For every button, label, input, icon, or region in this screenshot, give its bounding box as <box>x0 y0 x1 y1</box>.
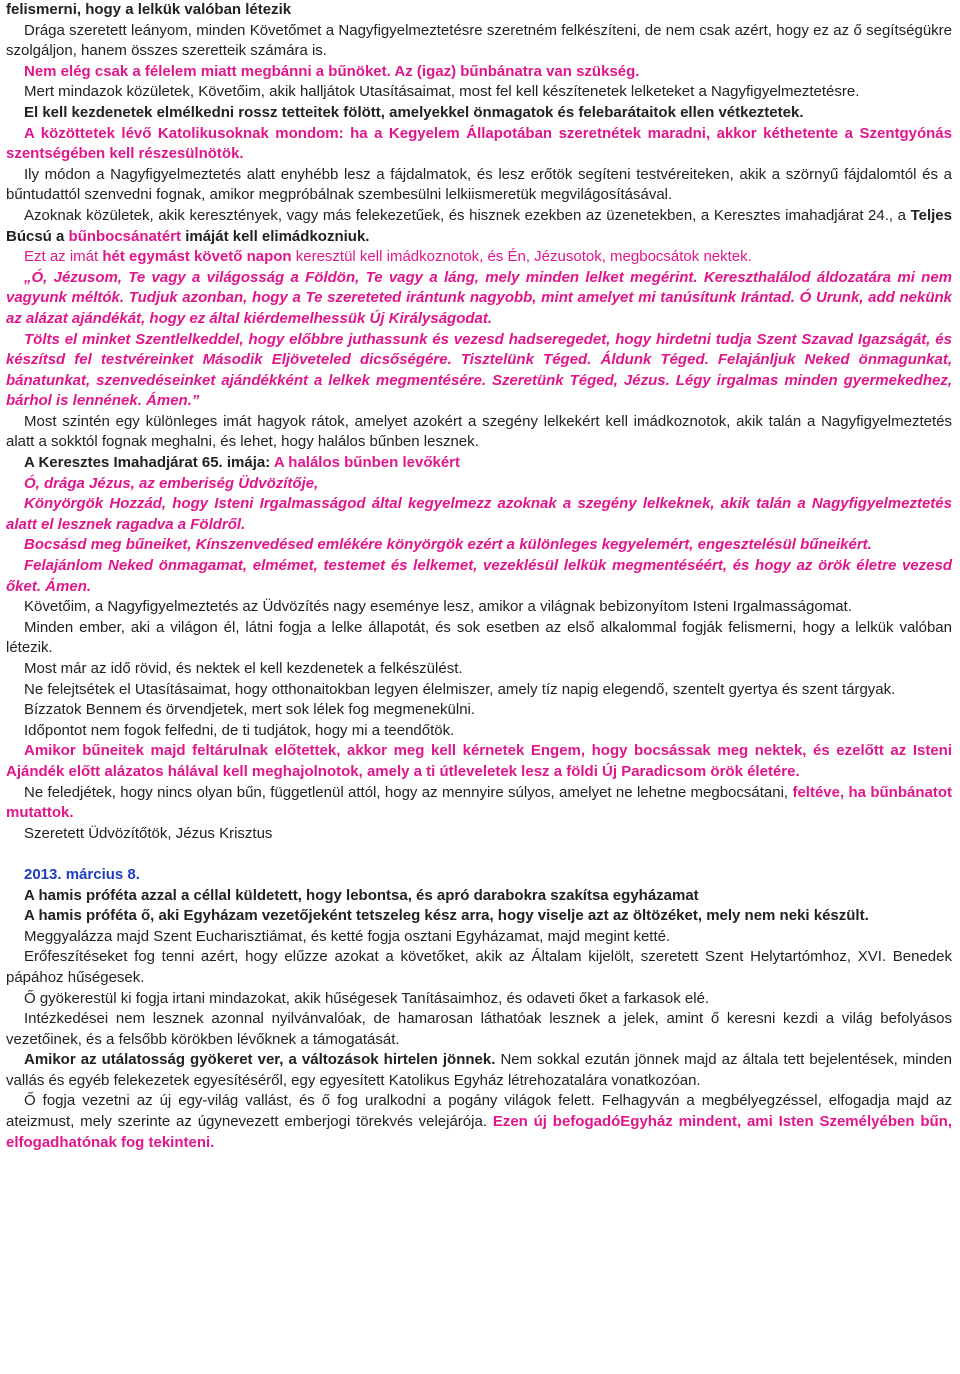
repentance-true: Az (igaz) bűnbánatra van szükség. <box>390 62 640 80</box>
paragraph-repentance <box>6 62 952 83</box>
paragraph-abomination: Amikor az utálatosság gyökeret ver, a változások hirtelen jönnek. Nem sokkal ezután jönnek majd az általa tett bejelentések, minden vallás és egyéb felekezetek egyesítéséről, egy egyesített Katolikus Egyház létrehozatalára vonatkozóan. <box>6 1051 952 1089</box>
paragraph-no-sin: Ne feledjétek, hogy nincs olyan bűn, függetlenül attól, hogy az mennyire súlyos, amelyet ne lehetne megbocsátani, feltéve, ha bűnbánatot mutattok. <box>6 783 953 822</box>
paragraph-sins-revealed: Amikor bűneitek majd feltárulnak előtettek, akkor meg kell kérnetek Engem, hogy bocsássak meg nektek, és ezelőtt az Isteni Ajándék előtt alázatos hálával kell meghajolnotok, amely a ti útleveletek lesz a földi Új Paradicsom örök életére. <box>6 742 952 780</box>
message-date: 2013. március 8. <box>24 865 140 883</box>
message-subtitle: A hamis próféta ő, aki Egyházam vezetőjeként tetszeleg kész arra, hogy viselje azt az öltözéket, mely nem neki készült. <box>24 907 869 925</box>
paragraph-special-prayer: Most szintén egy különleges imát hagyok rátok, amelyet azokért a szegény lelkekért kell imádkoznotok, akik talán a Nagyfigyelmeztetés alatt a sokktól fognak meghalni, és lehet, hogy halálos bűnben lesznek. <box>6 412 952 451</box>
paragraph-intro: Drága szeretett leányom, minden Követőmet a Nagyfigyelmeztetésre szeretném felkészíteni, de nem csak azért, hogy ez az ő segítségükre szolgáljon, hanem összes szeretteik számára is. <box>6 21 952 60</box>
paragraph-eucharist: Meggyalázza majd Szent Eucharisztiámat, és ketté fogja osztani Egyházamat, majd megint ketté. <box>24 927 671 945</box>
prayer-65-line3: Bocsásd meg bűneiket, Kínszenvedésed emlékére könyörgök ezért a különleges kegyelemért, engesztelésül bűneikért. <box>24 536 872 554</box>
paragraph-time-short: Most már az idő rövid, és nektek el kell kezdenetek a felkészülést. <box>24 660 463 677</box>
paragraph-prepare: Mert mindazok közületek, Követőim, akik halljátok Utasításaimat, most fel kell készítenetek lelketeket a Nagyfigyelmeztetésre. <box>24 83 860 101</box>
paragraph-no-date: Időpontot nem fogok felfedni, de ti tudjátok, hogy mi a teendőtök. <box>24 721 455 739</box>
paragraph-meditate: El kell kezdenetek elmélkedni rossz tetteitek fölött, amelyekkel önmagatok és felebarátaitok ellen vétkeztetek. <box>24 103 804 121</box>
repentance-condition: feltéve, ha bűnbánatot mutattok. <box>6 783 953 822</box>
prayer-65-title: A halálos bűnben levőkért <box>273 454 460 472</box>
repentance-fear: Nem elég csak a félelem miatt megbánni a bűnöket. <box>24 62 391 80</box>
prayer-65-line2: Könyörgök Hozzád, hogy Isteni Irgalmasságod által kegyelmezz azoknak a szegény lelkeknek, akik talán a Nagyfigyelmeztetés alatt el lesznek ragadva a Földről. <box>6 495 952 533</box>
prayer-65-line1: Ó, drága Jézus, az emberiség Üdvözítője, <box>24 474 319 492</box>
spacer <box>6 844 952 865</box>
prayer-holy-spirit: Tölts el minket Szentlelkeddel, hogy előbbre juthassunk és vezesd hadseregedet, hogy hirdetni tudja Szent Szavad Igazságát, és készítsd fel testvéreinket Második Eljöveteled dicsőségére. Tisztelünk Téged. Áldunk Téged. Felajánljuk Neked önmagunkat, bánatunkat, szenvedéseinket ajándékként a lelkek megmentésére. Szeretünk Téged, Jézus. Légy irgalmas minden gyermekedhez, bárhol is lennének. Ámen.” <box>6 330 952 410</box>
paragraph-supplies: Ne felejtsétek el Utasításaimat, hogy otthonaitokban legyen élelmiszer, amely tíz napig elegendő, szentelt gyertya és szent tárgyak. <box>24 680 896 698</box>
paragraph-wolves: Ő gyökerestül ki fogja irtani mindazokat, akik hűségesek Tanításaimhoz, és odaveti őket a farkasok elé. <box>24 989 710 1007</box>
paragraph-catholics: A közöttetek lévő Katolikusoknak mondom: ha a Kegyelem Állapotában szeretnétek maradni, akkor kéthetente a Szentgyónás szentségében kell részesülnötök. <box>6 124 952 163</box>
paragraph-one-world-religion: Ő fogja vezetni az új egy-világ vallást, és ő fog uralkodni a pogány világok felett. Felhagyván a megbélyegzéssel, elfogadja majd az ateizmust, mely szerinte az úgynevezett emberjogi törekvés velejárója. Ezen új befogadóEgyház mindent, ami Isten Személyében bűn, elfogadhatónak fog tekinteni. <box>6 1092 952 1151</box>
prayer-65-heading <box>6 453 952 474</box>
abomination-sentence: Amikor az utálatosság gyökeret ver, a változások hirtelen jönnek. <box>24 1051 496 1069</box>
message-title: A hamis próféta azzal a céllal küldetett, hogy lebontsa, és apró darabokra szakítsa egyházamat <box>24 886 699 904</box>
paragraph-benedict: Erőfeszítéseket fog tenni azért, hogy elűzze azokat a követőket, akik az Általam kijelölt, szeretett Szent Helytartómhoz, XVI. Benedek pápához hűségesek. <box>6 948 952 986</box>
paragraph-crusade-24: Azoknak közületek, akik keresztények, vagy más felekezetűek, és hisznek ezekben az üzenetekben, a Keresztes imahadjárat 24., a Teljes Búcsú a bűnbocsánatért imáját kell elimádkozniuk. <box>6 206 952 245</box>
paragraph-every-human: Minden ember, aki a világon él, látni fogja a lelke állapotát, és sok esetben az első alkalommal fogják felismerni, hogy a lelkük valóban létezik. <box>6 618 952 657</box>
paragraph-pain: Ily módon a Nagyfigyelmeztetés alatt enyhébb lesz a fájdalmatok, és lesz erőtök segíteni testvéreiteken, akik a szörnyű fájdalomtól és a bűntudattól szenvedni fognak, amikor megpróbálnak szembesülni lelkiismeretük megvilágosításával. <box>6 165 952 204</box>
paragraph-seven-days: Ezt az imát hét egymást követő napon keresztül kell imádkoznotok, és Én, Jézusotok, megbocsátok nektek. <box>24 248 752 266</box>
paragraph-signs: Intézkedései nem lesznek azonnal nyilvánvalóak, de hamarosan láthatóak lesznek a jelek, amint ő keresni kezdi a világ befolyásos vezetőinek, és a felsőbb körökben lévőknek a támogatását. <box>6 1010 952 1048</box>
seven-days-label: hét egymást követő napon <box>102 248 292 266</box>
prayer-65-line4: Felajánlom Neked önmagamat, elmémet, testemet és lelkemet, vezeklésül lelkük megmentéséért, és hogy az örök életre vezesd őket. Ámen. <box>6 557 952 595</box>
paragraph-mercy: Követőim, a Nagyfigyelmeztetés az Üdvözítés nagy eseménye lesz, amikor a világnak bebizonyítom Isteni Irgalmasságomat. <box>24 598 852 616</box>
prayer-65-number: A Keresztes Imahadjárat 65. imája: <box>24 454 274 472</box>
indulgence-label: Teljes Búcsú a <box>6 206 952 245</box>
continued-line: felismerni, hogy a lelkük valóban létezik <box>6 1 292 18</box>
paragraph-trust: Bízzatok Bennem és örvendjetek, mert sok lélek fog megmenekülni. <box>24 701 476 719</box>
forgiveness-label: bűnbocsánatért <box>68 227 182 245</box>
inclusive-church-sentence: Ezen új befogadóEgyház mindent, ami Isten Személyében bűn, elfogadhatónak fog tekinteni. <box>6 1113 952 1151</box>
prayer-light: „Ó, Jézusom, Te vagy a világosság a Földön, Te vagy a láng, mely minden lelket megérint. Kereszthalálod áldozatára mi nem vagyunk méltók. Tudjuk azonban, hogy a Te szereteted irántunk nagyobb, mint amelyet mi tanúsítunk Irántad. Ó Urunk, add nekünk az alázat ajándékát, hogy ez által kiérdemelhessük Új Királyságodat. <box>6 268 952 327</box>
signature: Szeretett Üdvözítőtök, Jézus Krisztus <box>24 824 273 842</box>
